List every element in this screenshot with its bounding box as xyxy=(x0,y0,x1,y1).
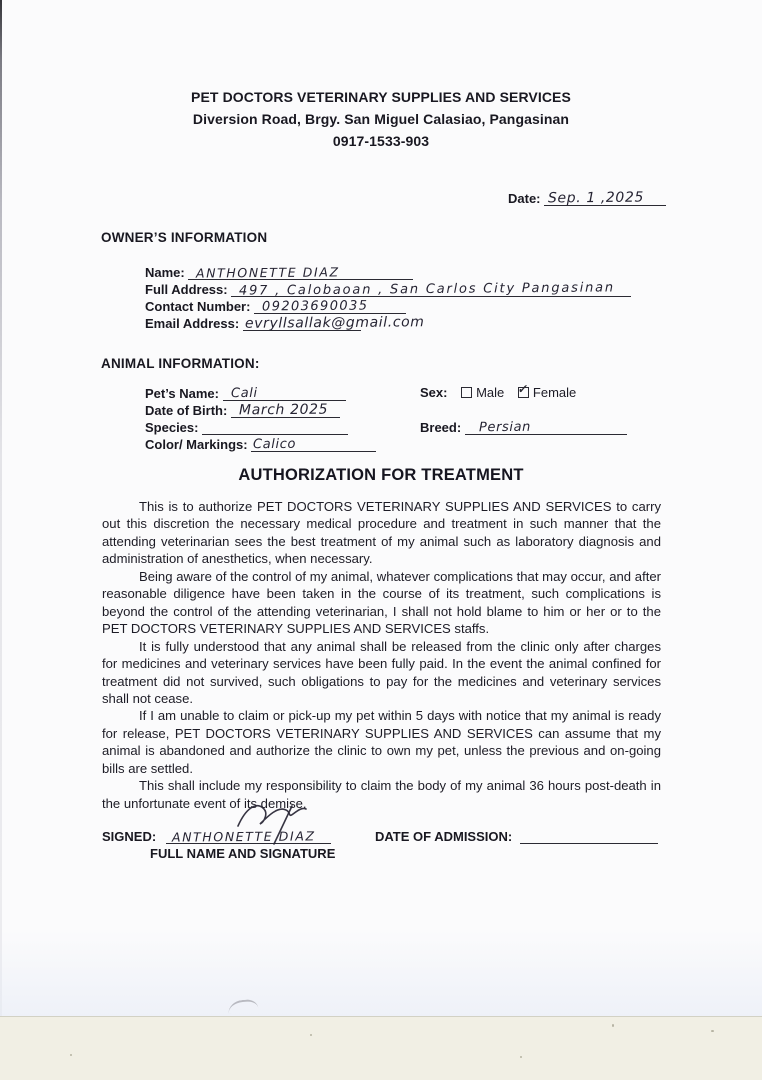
color-markings-row xyxy=(145,436,376,452)
owner-address-row xyxy=(145,281,631,297)
dob-row xyxy=(145,402,340,418)
signed-field xyxy=(166,828,331,844)
owner-address-label: Full Address: xyxy=(145,282,228,297)
scan-tint xyxy=(0,930,762,1016)
clinic-address: Diversion Road, Brgy. San Miguel Calasiao, Pangasinan xyxy=(192,111,570,127)
male-label: Male xyxy=(476,385,505,400)
authorization-paragraph: It is fully understood that any animal shall be released from the clinic only after charges for medicines and veterinary services have been fully paid. In the event the animal confined for treatment did not survived, such obligations to pay for the medicines and veterinary services shall not cease. xyxy=(102,638,661,706)
owner-contact-label: Contact Number: xyxy=(145,299,251,314)
pencil-mark-artifact xyxy=(227,998,258,1013)
owner-address-value: 497 , Calobaoan , San Carlos City Pangasinan xyxy=(239,280,616,299)
scan-speck xyxy=(310,1034,312,1036)
owner-name-label: Name: xyxy=(145,265,185,280)
species-field xyxy=(202,419,348,435)
breed-value: Persian xyxy=(478,419,531,436)
date-label: Date: xyxy=(508,191,541,206)
owner-contact-field xyxy=(254,298,406,314)
sex-label: Sex: xyxy=(420,385,448,400)
animal-section-title: ANIMAL INFORMATION: xyxy=(101,356,260,371)
authorization-paragraph: This is to authorize PET DOCTORS VETERINARY SUPPLIES AND SERVICES to carry out this discretion the necessary medical procedure and treatment in such manner that the attending veterinarian sees the best treatment of my animal such as laboratory diagnosis and administration of anesthetics, when necessary. xyxy=(102,499,661,567)
owner-address-field xyxy=(231,281,631,297)
species-label: Species: xyxy=(145,420,199,435)
scanner-background-strip xyxy=(0,1016,762,1080)
color-markings-label: Color/ Markings: xyxy=(145,437,248,452)
letterhead xyxy=(102,86,660,152)
signed-row xyxy=(102,828,331,844)
authorization-paragraph: This shall include my responsibility to claim the body of my animal 36 hours post-death in the unfortunate event of its demise. xyxy=(102,778,661,811)
date-field xyxy=(544,190,666,206)
pet-name-value: Cali xyxy=(230,385,258,402)
male-checkbox xyxy=(461,387,472,398)
authorization-body xyxy=(102,498,661,812)
sex-row xyxy=(420,382,577,400)
scan-speck xyxy=(612,1024,614,1027)
scan-speck xyxy=(711,1030,714,1032)
scan-speck xyxy=(520,1056,522,1058)
signed-handwritten-name: ANTHONETTE DIAZ xyxy=(171,828,316,845)
scan-speck xyxy=(70,1054,72,1056)
date-handwritten-value: Sep. 1 ,2025 xyxy=(548,189,645,207)
admission-row xyxy=(375,828,658,844)
scan-edge-shadow xyxy=(0,0,2,1016)
authorization-title: AUTHORIZATION FOR TREATMENT xyxy=(238,466,524,484)
owner-name-field xyxy=(188,264,413,280)
breed-row xyxy=(420,419,627,435)
pet-name-field xyxy=(223,385,346,401)
owner-name-row xyxy=(145,264,413,280)
species-row xyxy=(145,419,348,435)
dob-label: Date of Birth: xyxy=(145,403,228,418)
owner-email-row xyxy=(145,314,425,332)
admission-label: DATE OF ADMISSION: xyxy=(375,829,513,844)
admission-field xyxy=(520,828,658,844)
dob-value: March 2025 xyxy=(238,401,329,419)
pet-name-row xyxy=(145,385,346,401)
signed-caption: FULL NAME AND SIGNATURE xyxy=(150,846,336,861)
color-markings-value: Calico xyxy=(253,436,297,453)
female-checkbox-mark: ✓ xyxy=(516,382,529,396)
clinic-name: PET DOCTORS VETERINARY SUPPLIES AND SERVICES xyxy=(191,89,571,105)
owner-name-value: ANTHONETTE DIAZ xyxy=(196,264,341,281)
owner-email-field xyxy=(243,314,425,332)
breed-label: Breed: xyxy=(420,420,462,435)
dob-field xyxy=(231,402,340,418)
owner-contact-value: 09203690035 xyxy=(262,298,369,315)
female-label: Female xyxy=(532,385,577,400)
clinic-phone: 0917-1533-903 xyxy=(332,133,430,149)
owner-section-title: OWNER’S INFORMATION xyxy=(101,230,268,245)
authorization-paragraph: Being aware of the control of my animal, whatever complications that may occur, and after reasonable diligence have been taken in the course of its treatment, such complications is beyond the control of the attending veterinarian, I shall not hold blame to him or her or to the PET DOCTORS VETERINARY SUPPLIES AND SERVICES staffs. xyxy=(102,568,661,637)
female-checkbox xyxy=(516,382,529,398)
owner-email-label: Email Address: xyxy=(145,316,240,331)
color-markings-field xyxy=(251,436,376,452)
owner-email-value: evryllsallak@gmail.com xyxy=(244,314,425,332)
breed-field xyxy=(465,419,627,435)
date-row xyxy=(508,190,666,206)
authorization-paragraph: If I am unable to claim or pick-up my pet within 5 days with notice that my animal is ready for release, PET DOCTORS VETERINARY SUPPLIES AND SERVICES can assume that my animal is abandoned and authorize the clinic to own my pet, unless the previous and on-going bills are settled. xyxy=(102,708,661,776)
owner-contact-row xyxy=(145,298,406,314)
pet-name-label: Pet’s Name: xyxy=(145,386,219,401)
signed-label: SIGNED: xyxy=(102,829,157,844)
